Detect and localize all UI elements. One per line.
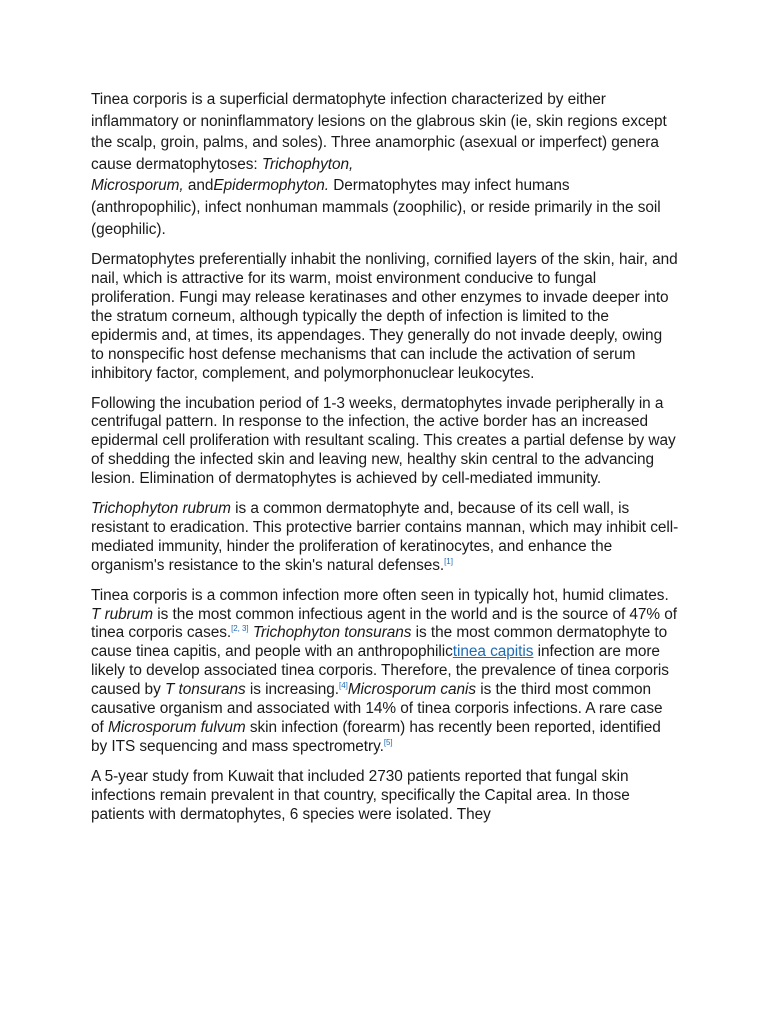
text-run: is the third most common causative organism and associated with 14% of tinea corporis infections. A rare case of — [91, 681, 663, 736]
text-run: is the most common infectious agent in the world and is the source of 47% of tinea corporis cases. — [91, 605, 678, 642]
text-run: skin infection (forearm) has recently been reported, identified by ITS sequencing and mass spectrometry. — [91, 719, 661, 755]
paragraph-overview — [91, 89, 679, 240]
italic-species: Microsporum fulvum — [107, 719, 246, 736]
italic-species: Trichophyton tonsurans — [252, 624, 412, 642]
reference-link[interactable]: [1] — [444, 556, 453, 566]
text-run: Tinea corporis is a superficial dermatophyte infection characterized by either inflammatory or noninflammatory lesions on the glabrous skin (ie, skin regions except the scalp, groin, palms, and soles). Three anamorphic (asexual or imperfect) genera cause dermatophytoses: — [91, 91, 667, 173]
italic-species: T tonsurans — [164, 681, 246, 699]
paragraph-incubation — [91, 395, 679, 490]
italic-genus: Epidermophyton. — [213, 177, 329, 195]
italic-species: Microsporum canis — [347, 681, 477, 699]
text-run: and — [183, 177, 214, 195]
text-run: Dermatophytes preferentially inhabit the nonliving, cornified layers of the skin, hair, and nail, which is attractive for its warm, moist environment conducive to fungal proliferation. Fungi may release keratinases and other enzymes to invade deeper into the stratum corneum, although typically the depth of infection is limited to the epidermis and, at times, its appendages. They generally do not invade deeply, owing to nonspecific host defense mechanisms that can include the activation of serum inhibitory factor, complement, and polymorphonuclear leukocytes. — [91, 251, 678, 382]
reference-marker[interactable] — [339, 681, 348, 690]
italic-genus: Microsporum, — [91, 177, 184, 195]
paragraph-epidemiology — [91, 587, 679, 757]
paragraph-trichophyton-rubrum — [91, 500, 679, 576]
text-run: Dermatophytes may infect humans (anthropophilic), infect nonhuman mammals (zoophilic), or reside primarily in the soil (geophilic). — [91, 177, 661, 238]
text-run: A 5-year study from Kuwait that included 2730 patients reported that fungal skin infections remain prevalent in that country, specifically the Capital area. In those patients with dermatophytes, 6 species were isolated. They — [91, 767, 630, 823]
text-run: Following the incubation period of 1-3 weeks, dermatophytes invade peripherally in a centrifugal pattern. In response to the infection, the active border has an increased epidermal cell proliferation with resultant scaling. This creates a partial defense by way of shedding the infected skin and leaving new, healthy skin central to the advancing lesion. Elimination of dermatophytes is achieved by cell-mediated immunity. — [91, 394, 676, 488]
paragraph-kuwait-study — [91, 768, 679, 825]
reference-link[interactable]: [4] — [339, 681, 348, 691]
text-run: Tinea corporis is a common infection more often seen in typically hot, humid climates. — [91, 586, 669, 604]
reference-link[interactable]: [5] — [383, 737, 393, 747]
paragraph-pathophysiology — [91, 251, 679, 383]
text-run: is a common dermatophyte and, because of its cell wall, is resistant to eradication. This protective barrier contains mannan, which may inhibit cell-mediated immunity, hinder the proliferation of keratinocytes, and enhance the organism's resistance to the skin's natural defenses. — [91, 500, 679, 574]
reference-marker[interactable] — [231, 624, 249, 633]
italic-species: T rubrum — [91, 605, 154, 623]
document-body — [91, 89, 679, 825]
reference-marker[interactable] — [384, 738, 393, 747]
italic-species: Trichophyton rubrum — [91, 500, 231, 518]
italic-genus: Trichophyton, — [261, 155, 354, 173]
reference-link[interactable]: [2, 3] — [231, 624, 249, 634]
text-run: is the most common dermatophyte to cause tinea capitis, and people with an anthropophilic — [91, 624, 668, 661]
text-run: infection are more likely to develop associated tinea corporis. Therefore, the prevalence of tinea corporis caused by — [91, 643, 669, 699]
text-run: is increasing. — [245, 681, 340, 699]
tinea-capitis-link[interactable]: tinea capitis — [452, 643, 534, 661]
reference-marker[interactable] — [444, 557, 453, 566]
